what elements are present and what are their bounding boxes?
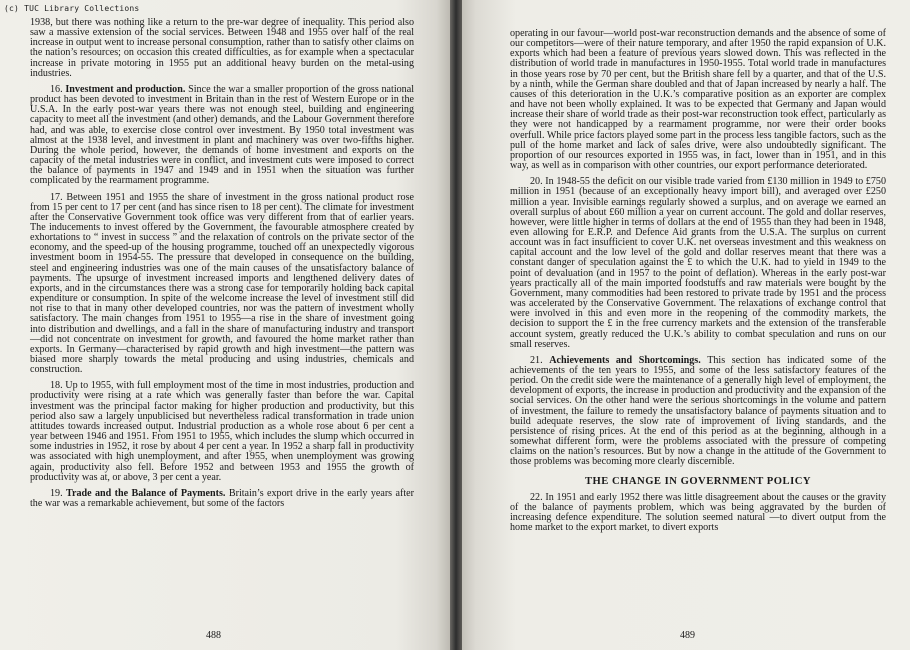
paragraph-continuation-left: 1938, but there was nothing like a return to the pre-war degree of inequality. This period also saw a massive extension of the social services. Between 1948 and 1955 over half of the real increase in output went to increase personal consumption, rather than to satisfy other claims on the nation’s resources; on occasion this created difficulties, as for example when a spectacular increase in private motoring in 1955 put an additional heavy burden on the metal-using industries. — [30, 17, 414, 79]
page-number-left: 488 — [206, 630, 221, 641]
paragraph-16-heading: Investment and production. — [65, 83, 186, 95]
book-gutter — [450, 0, 462, 650]
right-text-column — [510, 29, 886, 533]
paragraph-19-text: Britain’s export drive in the early years after the war was a remarkable achievement, but some of the factors — [30, 487, 414, 510]
paragraph-22: 22. In 1951 and early 1952 there was little disagreement about the causes or the gravity of the balance of payments problem, which was being aggravated by the burden of increasing defence expenditure. The solution seemed natural —to divert output from the home market to the export market, to divert exports — [510, 491, 886, 534]
paragraph-16-text: Since the war a smaller proportion of the gross national product has been devoted to investment in Britain than in the rest of Western Europe or in the U.S.A. In the early post-war years there was not enough steel, building and engineering capacity to meet all the investment (and other) demands, and the Labour Government therefore had, and was able, to exercise close control over investment. By 1950 total investment was almost at the 1938 level, and investment in plant and machinery was over two-fifths higher. During the whole period, however, the demands of home investment and exports on the capacity of the metal industries were in conflict, and investment cuts were imposed to correct the balance of payments in 1947 and 1949 and in 1951 when the situation was further complicated by the rearmament programme. — [30, 83, 415, 187]
paragraph-21 — [510, 356, 886, 468]
paragraph-19-heading: Trade and the Balance of Payments. — [66, 487, 226, 499]
paragraph-continuation-right: operating in our favour—world post-war reconstruction demands and the absence of some of our competitors—were of their nature temporary, and after 1950 the rapid expansion of U.K. exports which had been a feature of previous years slowed down. This was reflected in the distribution of world trade in manufactures in 1950-1955. Total world trade in manufactures in those years rose by 70 per cent, but the British share fell by a quarter, and that of the U.S. by a ninth, while the German share doubled and that of Japan increased by nearly a half. The causes of this deterioration in the U.K.’s comparative position as an exporter are complex and have not been wholly explained. It was to be expected that Germany and Japan would increase their share of world trade as their post-war reconstruction took effect, particularly as they were not handicapped by a rearmament programme, nor were their order books overfull. While price factors played some part in the process less tangible factors, such as the pull of the home market and lack of sales drive, were also undoubtedly significant. The proportion of our resources exported in 1955 was, in fact, lower than in 1951, and in this way, as well as in comparison with other countries, our export performance deteriorated. — [510, 28, 886, 172]
paragraph-18: 18. Up to 1955, with full employment most of the time in most industries, production and productivity were rising at a rate which was generally faster than before the war. Capital investment was the principal factor making for higher production and productivity, but this period also saw a largely unpublicised but nevertheless radical transformation in trade union attitudes towards increased output. Industrial production as a whole rose about 6 per cent a year between 1946 and 1951. From 1951 to 1955, which includes the slump which occurred in some industries in 1952, it rose by about 4 per cent a year. In 1952 a sharp fall in productivity was associated with high unemployment, and after 1955, when unemployment was growing again, productivity also fell. Before 1952 and between 1953 and 1955 the growth of productivity was at, or above, 3 per cent a year. — [30, 380, 414, 483]
right-page — [462, 0, 910, 650]
paragraph-21-text: This section has indicated some of the achievements of the ten years to 1955, and some of the less satisfactory features of the period. On the credit side were the maintenance of a generally high level of employment, the development of exports, the increase in production and productivity and the expansion of the social services. On the other hand were the serious shortcomings in the volume and pattern of investment, the failure to remedy the unsatisfactory balance of payments situation and to build adequate reserves, the slow rate of improvement of living standards, and the persistence of rising prices. At the end of this period as at the beginning, although in a somewhat different form, were the problems associated with the pressure of competing claims on the nation’s resources. But by now a change in the attitude of the Government to those problems was becoming more clearly discernible. — [510, 354, 887, 468]
paragraph-16 — [30, 85, 414, 187]
paragraph-20: 20. In 1948-55 the deficit on our visible trade varied from £130 million in 1949 to £750 million in 1951 (because of an exceptionally heavy import bill), and averaged over £250 million a year. Invisible earnings regularly showed a surplus, and on average we earned an overall surplus of about £60 million a year on current account. The gold and dollar reserves, however, were little higher in terms of dollars at the end of 1955 than they had been in 1948, even allowing for E.R.P. and Defence Aid grants from the U.S.A. The surplus on current account was in fact insufficient to cover U.K. net overseas investment and this weakness on capital account and the low level of the gold and dollar reserves meant that there was a constant danger of speculation against the £ to which the U.K. had to yield in 1949 to the point of devaluation (and in 1957 to the point of deflation). Whereas in the early post-war years practically all of the main imported foodstuffs and raw materials were bought by the Government, many commodities had been restored to private trade by 1951 and the process was accelerated by the Conservative Government. The relaxations of exchange control that were involved in this and even more in the reopening of the commodity markets, the decision to support the £ in the free currency markets and the extension of the transferable account system, greatly reduced the U.K.’s ability to combat speculation and runs on our small reserves. — [510, 176, 886, 350]
paragraph-19 — [30, 489, 414, 509]
paragraph-17: 17. Between 1951 and 1955 the share of investment in the gross national product rose from 15 per cent to 17 per cent (and has since risen to 18 per cent). The climate for investment after the Conservative Government took office was very different from that of earlier years. The inducements to invest offered by the Government, the favourable atmosphere created by exhortations to “ invest in success ” and the relaxation of controls on the private sector of the economy, and the speed-up of the housing programme, touched off an unexpectedly vigorous investment boom in 1954-55. The pressure that developed in consequence on the building, steel and engineering industries was one of the main causes of the unsatisfactory balance of payments. The upsurge of investment increased imports and lengthened delivery dates of exports, and in the circumstances there was a strong case for temporarily holding back capital expenditure or consumption. In spite of the welcome increase the level of investment still did not rise to that in many other developed countries, nor was the pattern of investment wholly satisfactory. The main changes from 1951 to 1955—a rise in the share of investment going into distribution and dwellings, and a fall in the share of manufacturing industry and transport—did not concentrate on investment for growth, and favoured the home market rather than exports. In Germany—characterised by rapid growth and high investment—the pattern was biased more sharply towards the metal producing and using industries, chemicals and construction. — [30, 191, 414, 376]
left-text-column — [30, 18, 414, 509]
watermark: (c) TUC Library Collections — [4, 4, 140, 13]
paragraph-16-number: 16. — [50, 83, 63, 95]
page-number-right: 489 — [680, 630, 695, 641]
paragraph-19-number: 19. — [50, 487, 63, 499]
paragraph-21-number: 21. — [530, 354, 543, 366]
left-page — [0, 0, 450, 650]
paragraph-21-heading: Achievements and Shortcomings. — [549, 354, 701, 366]
section-heading: THE CHANGE IN GOVERNMENT POLICY — [584, 475, 812, 487]
